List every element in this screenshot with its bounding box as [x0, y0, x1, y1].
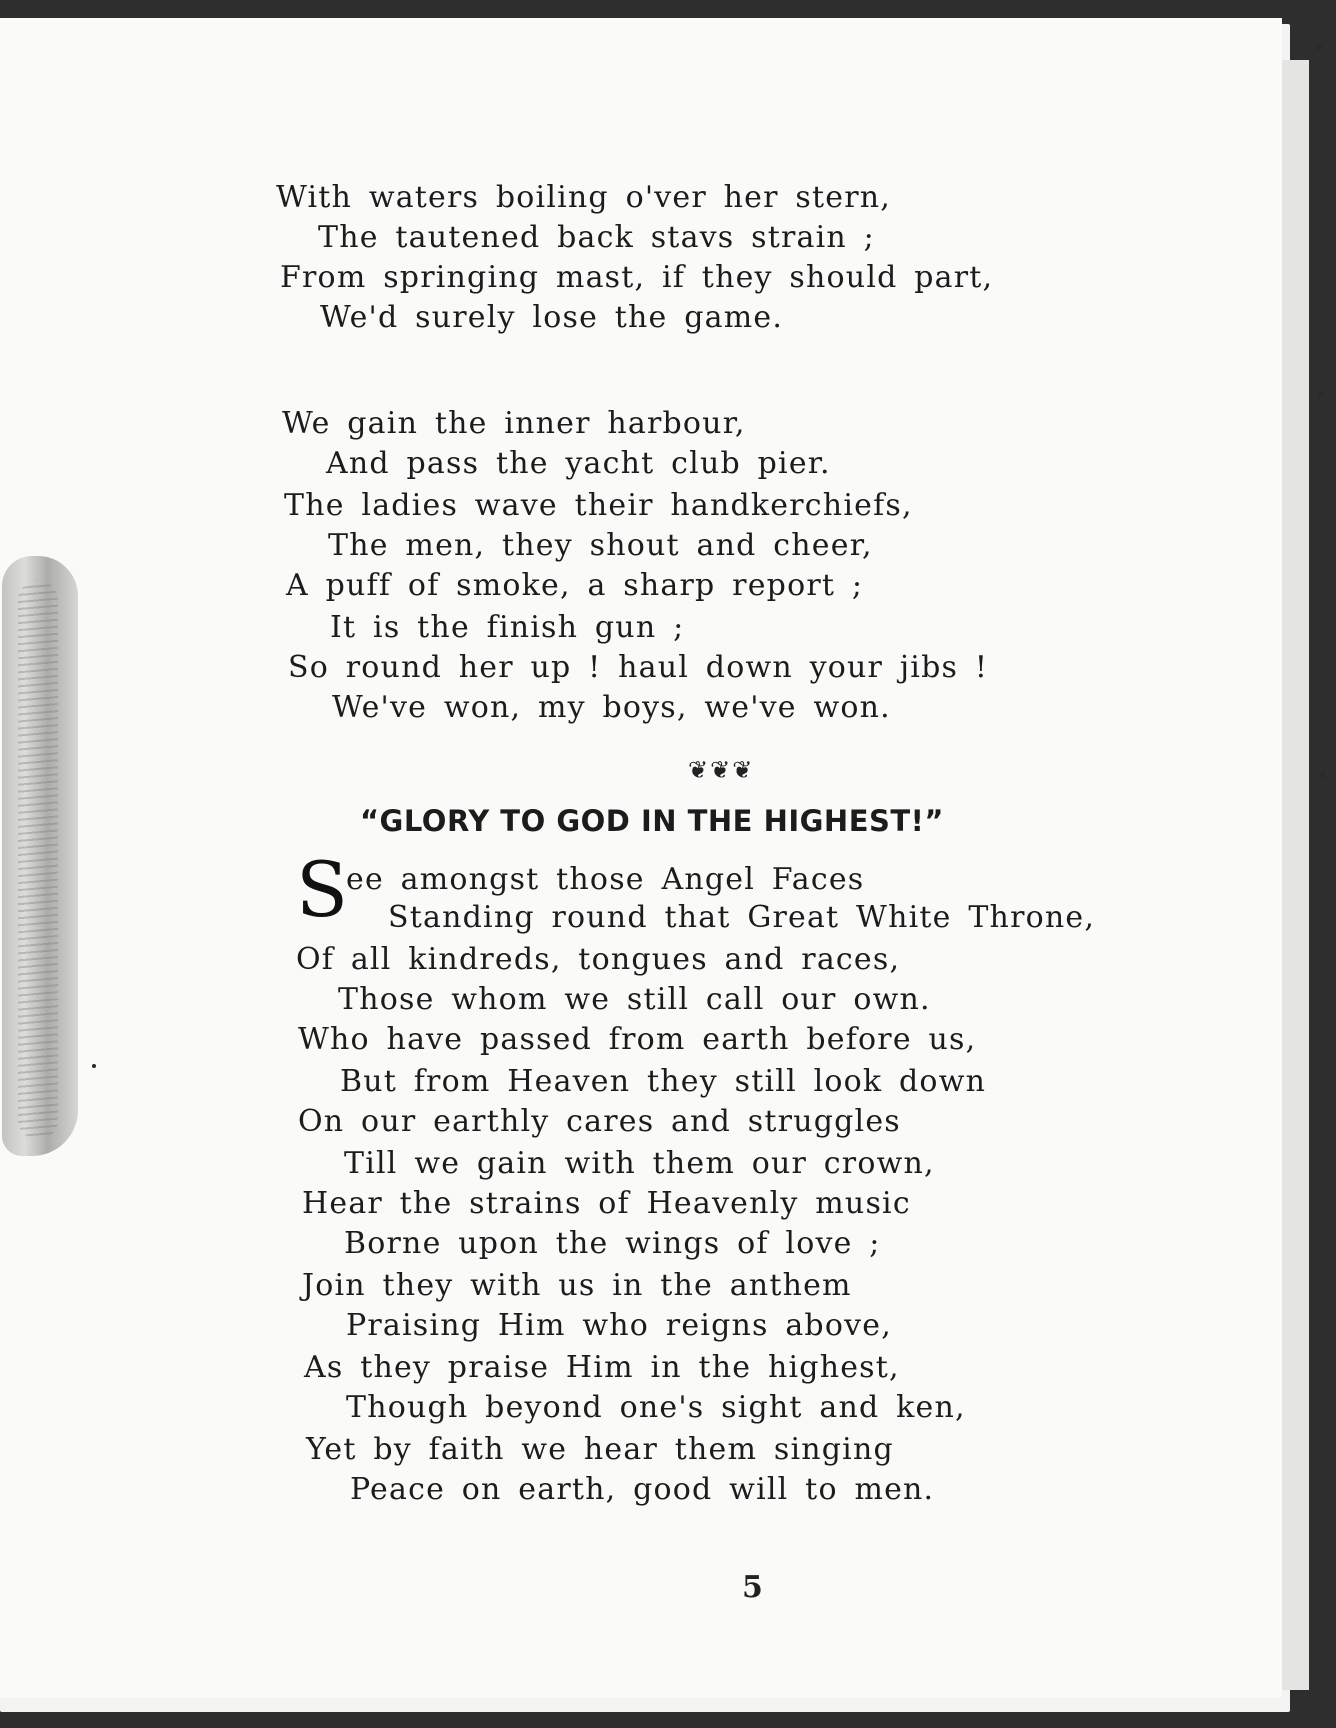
verse-line: The ladies wave their handkerchiefs, [284, 488, 913, 523]
verse-line: The tautened back stavs strain ; [318, 220, 875, 255]
verse-line: Borne upon the wings of love ; [344, 1226, 881, 1261]
verse-line: Standing round that Great White Throne, [388, 900, 1096, 935]
dust-speck [1316, 44, 1322, 50]
dust-speck [1318, 392, 1324, 398]
page-number: 5 [742, 1570, 763, 1605]
verse-line: Peace on earth, good will to men. [350, 1472, 935, 1507]
verse-line: Who have passed from earth before us, [298, 1022, 977, 1057]
ribbon-texture [18, 580, 58, 1140]
verse-line: Praising Him who reigns above, [346, 1308, 892, 1343]
verse-line: Join they with us in the anthem [302, 1268, 852, 1303]
verse-line: Of all kindreds, tongues and races, [296, 942, 901, 977]
drop-cap: S [296, 845, 349, 934]
verse-line: It is the finish gun ; [330, 610, 685, 645]
verse-line: We've won, my boys, we've won. [332, 690, 891, 725]
verse-line: On our earthly cares and struggles [298, 1104, 901, 1139]
verse-line: From springing mast, if they should part, [280, 260, 994, 295]
verse-line: As they praise Him in the highest, [304, 1350, 900, 1385]
ornament-divider: ❦❦❦ [688, 756, 755, 784]
verse-line: So round her up ! haul down your jibs ! [288, 650, 989, 685]
verse-line: Yet by faith we hear them singing [306, 1432, 894, 1467]
verse-line: We gain the inner harbour, [282, 406, 746, 441]
verse-line: Though beyond one's sight and ken, [346, 1390, 966, 1425]
verse-line: With waters boiling o'ver her stern, [276, 180, 892, 215]
dust-speck [92, 1064, 96, 1068]
verse-line: We'd surely lose the game. [320, 300, 784, 335]
dust-speck [1320, 772, 1326, 778]
verse-line: ee amongst those Angel Faces [346, 862, 865, 897]
verse-line: Hear the strains of Heavenly music [302, 1186, 911, 1221]
verse-line: But from Heaven they still look down [340, 1064, 987, 1099]
verse-line: And pass the yacht club pier. [326, 446, 831, 481]
poem-title: “GLORY TO GOD IN THE HIGHEST!” [360, 804, 944, 838]
verse-line: Those whom we still call our own. [338, 982, 931, 1017]
verse-line: A puff of smoke, a sharp report ; [286, 568, 864, 603]
verse-line: Till we gain with them our crown, [344, 1146, 935, 1181]
verse-line: The men, they shout and cheer, [328, 528, 873, 563]
page-edge [1280, 60, 1309, 1690]
